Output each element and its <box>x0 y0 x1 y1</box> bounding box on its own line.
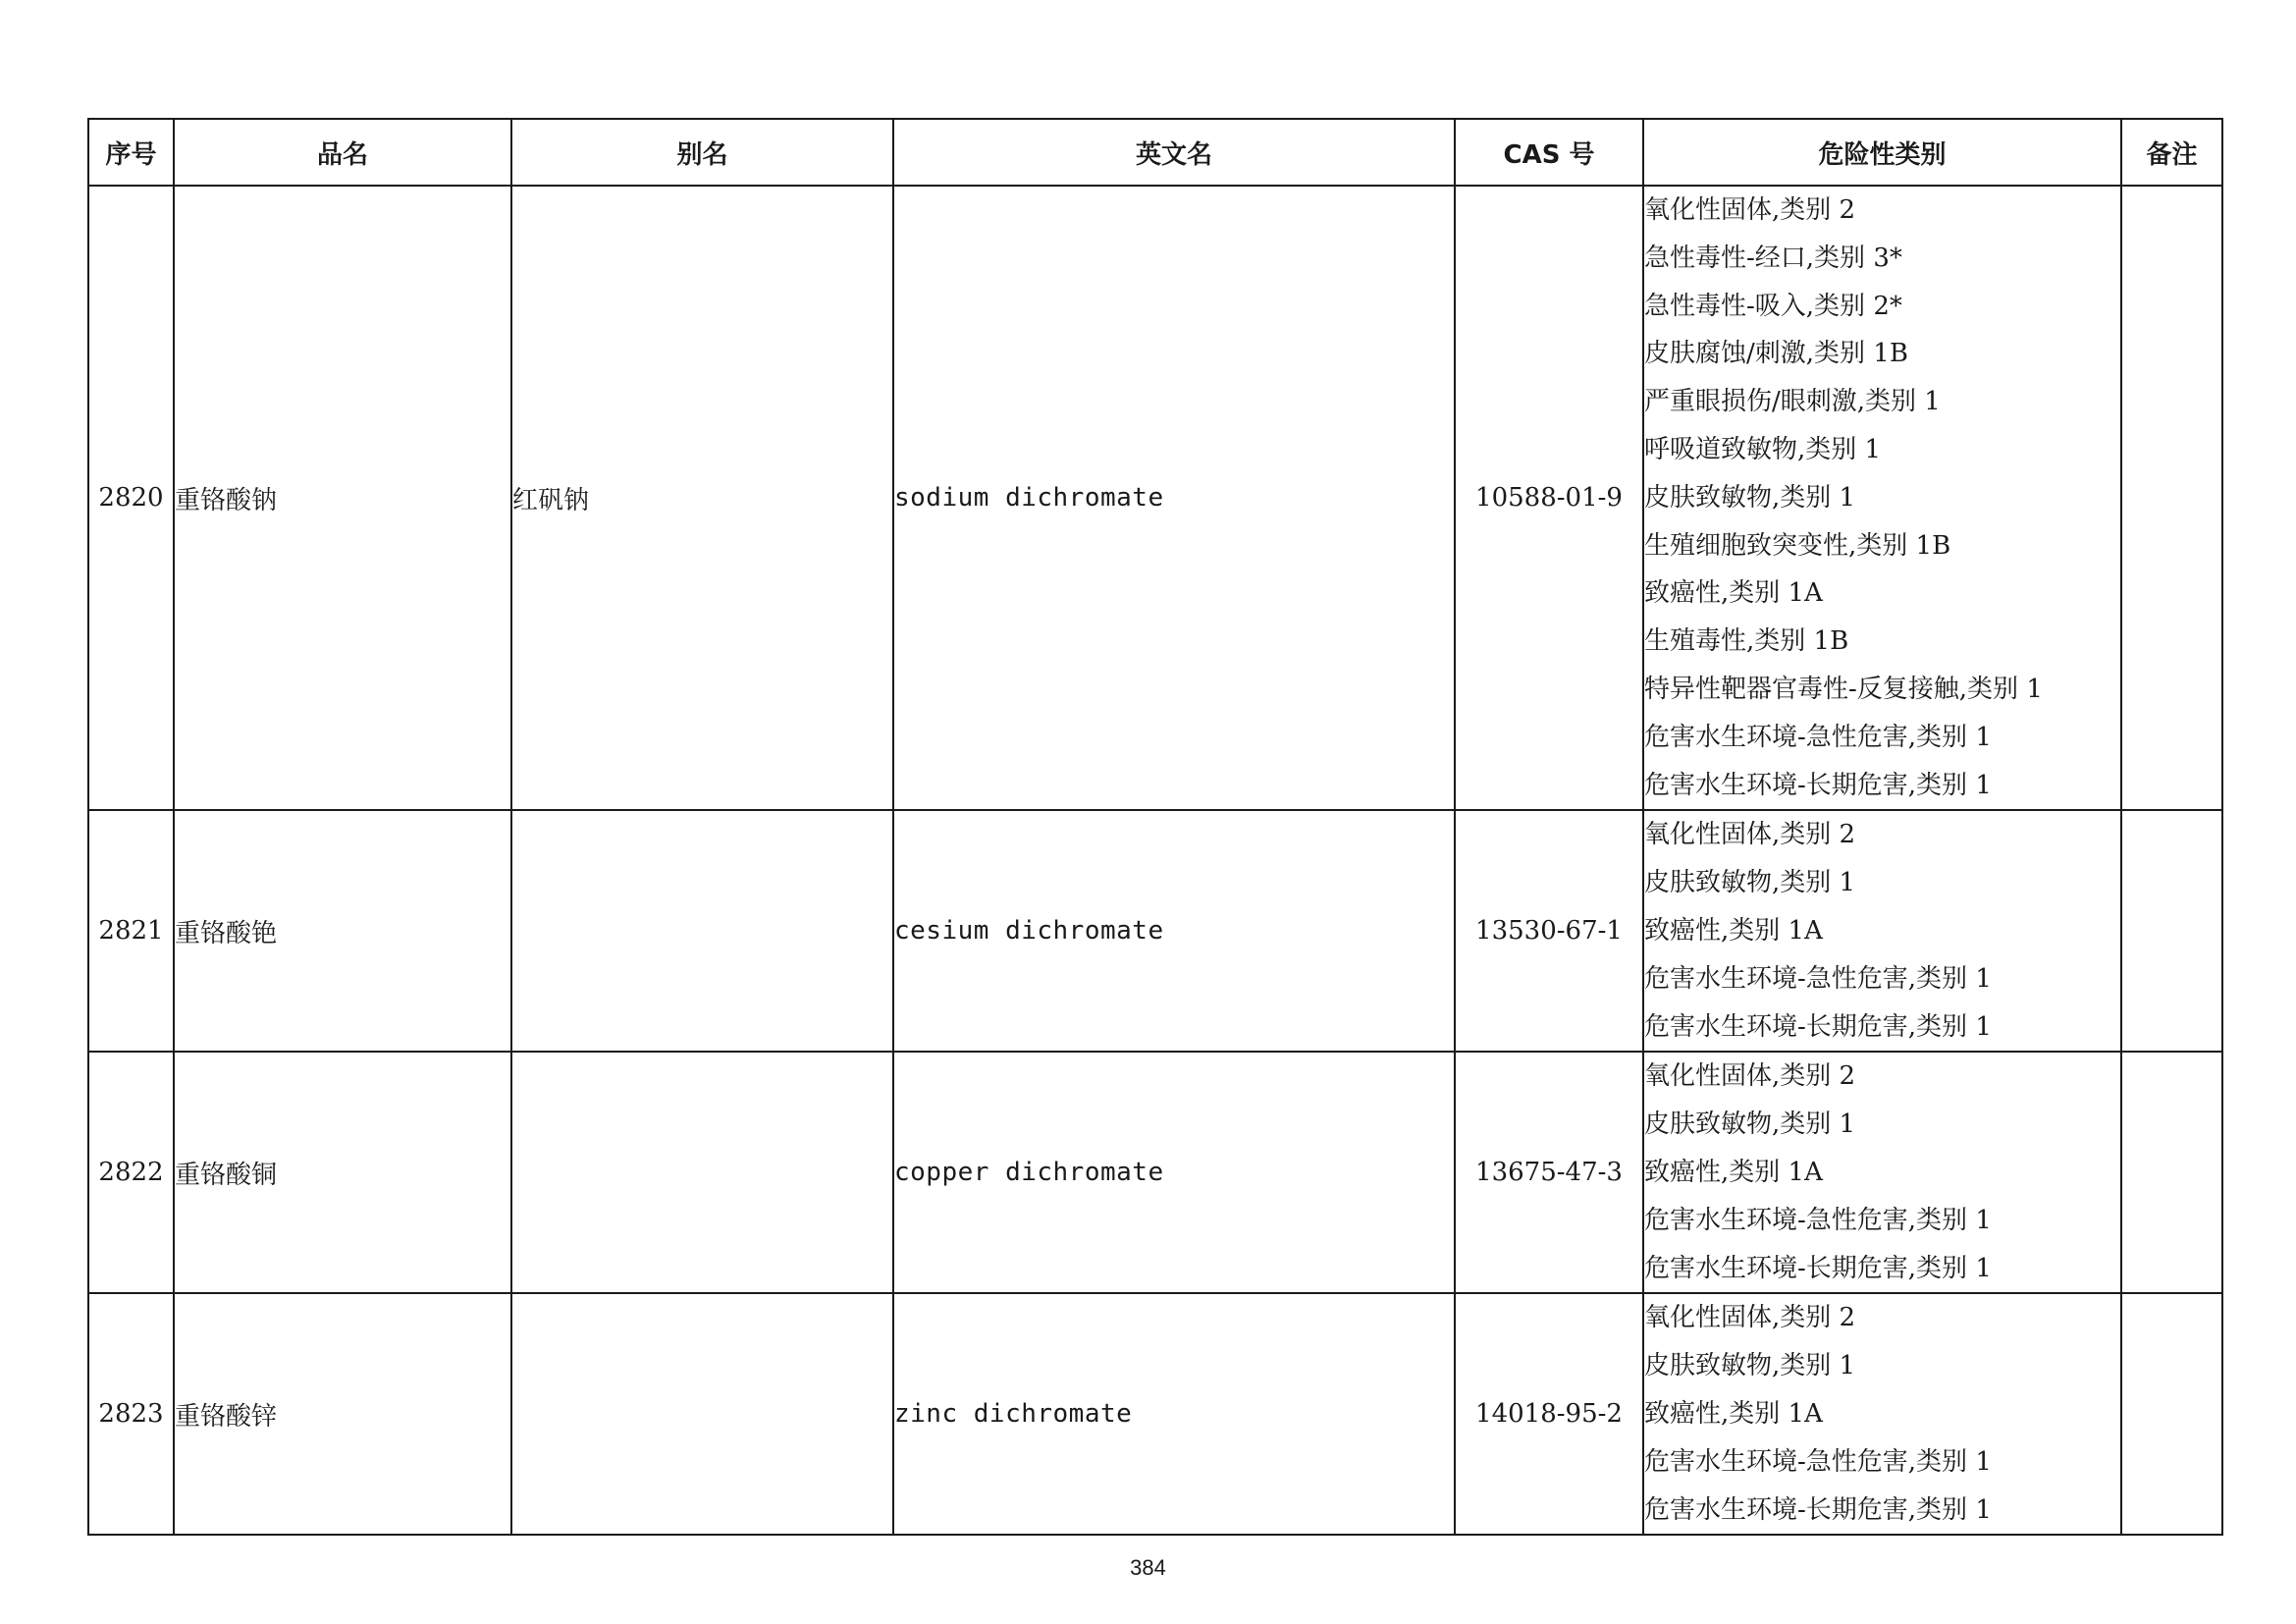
cell-remark <box>2121 1293 2222 1535</box>
cell-name: 重铬酸锌 <box>174 1293 511 1535</box>
cell-seq: 2822 <box>88 1052 174 1293</box>
cell-alias <box>511 810 893 1052</box>
cell-hazard-category <box>1643 1293 2121 1535</box>
hazard-line: 致癌性,类别 1A <box>1644 578 1823 609</box>
table-row <box>88 1052 2222 1293</box>
hazard-line: 危害水生环境-长期危害,类别 1 <box>1644 1011 1992 1042</box>
hazard-line: 皮肤致敏物,类别 1 <box>1644 1110 1856 1140</box>
hazard-line: 危害水生环境-急性危害,类别 1 <box>1644 963 1992 994</box>
cell-name: 重铬酸铯 <box>174 810 511 1052</box>
cell-alias <box>511 1052 893 1293</box>
header-cas: CAS 号 <box>1455 119 1643 186</box>
cell-seq: 2821 <box>88 810 174 1052</box>
cell-seq: 2820 <box>88 186 174 810</box>
cell-english-name: cesium dichromate <box>893 810 1455 1052</box>
header-remark: 备注 <box>2121 119 2222 186</box>
hazard-line: 皮肤腐蚀/刺激,类别 1B <box>1644 339 1908 369</box>
hazard-line: 危害水生环境-长期危害,类别 1 <box>1644 1253 1992 1283</box>
hazard-line: 皮肤致敏物,类别 1 <box>1644 868 1856 898</box>
hazard-line: 急性毒性-经口,类别 3* <box>1644 243 1902 273</box>
hazard-line: 致癌性,类别 1A <box>1644 915 1823 946</box>
cell-alias: 红矾钠 <box>511 186 893 810</box>
cell-remark <box>2121 810 2222 1052</box>
header-name: 品名 <box>174 119 511 186</box>
table-body <box>88 186 2222 1535</box>
header-hazard-category: 危险性类别 <box>1643 119 2121 186</box>
hazard-line: 特异性靶器官毒性-反复接触,类别 1 <box>1644 674 2043 704</box>
hazard-line: 致癌性,类别 1A <box>1644 1157 1823 1187</box>
cell-english-name: zinc dichromate <box>893 1293 1455 1535</box>
cell-hazard-category <box>1643 810 2121 1052</box>
hazard-line: 危害水生环境-长期危害,类别 1 <box>1644 770 1992 800</box>
hazard-line: 氧化性固体,类别 2 <box>1644 1061 1856 1092</box>
hazard-line: 氧化性固体,类别 2 <box>1644 195 1856 225</box>
header-english-name: 英文名 <box>893 119 1455 186</box>
hazard-line: 皮肤致敏物,类别 1 <box>1644 482 1856 513</box>
hazard-line: 急性毒性-吸入,类别 2* <box>1644 291 1902 321</box>
cell-english-name: copper dichromate <box>893 1052 1455 1293</box>
header-alias: 别名 <box>511 119 893 186</box>
cell-remark <box>2121 186 2222 810</box>
cell-cas: 10588-01-9 <box>1455 186 1643 810</box>
hazard-line: 致癌性,类别 1A <box>1644 1398 1823 1429</box>
table-row <box>88 1293 2222 1535</box>
cell-hazard-category <box>1643 1052 2121 1293</box>
hazard-line: 危害水生环境-急性危害,类别 1 <box>1644 1446 1992 1477</box>
hazard-line: 呼吸道致敏物,类别 1 <box>1644 434 1882 464</box>
page-number: 384 <box>1130 1555 1166 1580</box>
hazardous-chemicals-table <box>87 118 2223 1536</box>
header-seq: 序号 <box>88 119 174 186</box>
table-header-row <box>88 119 2222 186</box>
hazard-line: 氧化性固体,类别 2 <box>1644 820 1856 850</box>
cell-name: 重铬酸钠 <box>174 186 511 810</box>
cell-cas: 13530-67-1 <box>1455 810 1643 1052</box>
hazard-line: 严重眼损伤/眼刺激,类别 1 <box>1644 387 1941 417</box>
hazard-line: 危害水生环境-长期危害,类别 1 <box>1644 1494 1992 1525</box>
table-row <box>88 186 2222 810</box>
cell-hazard-category <box>1643 186 2121 810</box>
cell-english-name: sodium dichromate <box>893 186 1455 810</box>
cell-alias <box>511 1293 893 1535</box>
cell-cas: 14018-95-2 <box>1455 1293 1643 1535</box>
hazard-line: 生殖毒性,类别 1B <box>1644 626 1849 657</box>
hazard-line: 氧化性固体,类别 2 <box>1644 1303 1856 1333</box>
hazard-line: 危害水生环境-急性危害,类别 1 <box>1644 1205 1992 1235</box>
cell-seq: 2823 <box>88 1293 174 1535</box>
cell-cas: 13675-47-3 <box>1455 1052 1643 1293</box>
hazard-line: 生殖细胞致突变性,类别 1B <box>1644 530 1951 561</box>
table-row <box>88 810 2222 1052</box>
hazard-line: 皮肤致敏物,类别 1 <box>1644 1351 1856 1381</box>
hazard-line: 危害水生环境-急性危害,类别 1 <box>1644 722 1992 752</box>
cell-name: 重铬酸铜 <box>174 1052 511 1293</box>
cell-remark <box>2121 1052 2222 1293</box>
